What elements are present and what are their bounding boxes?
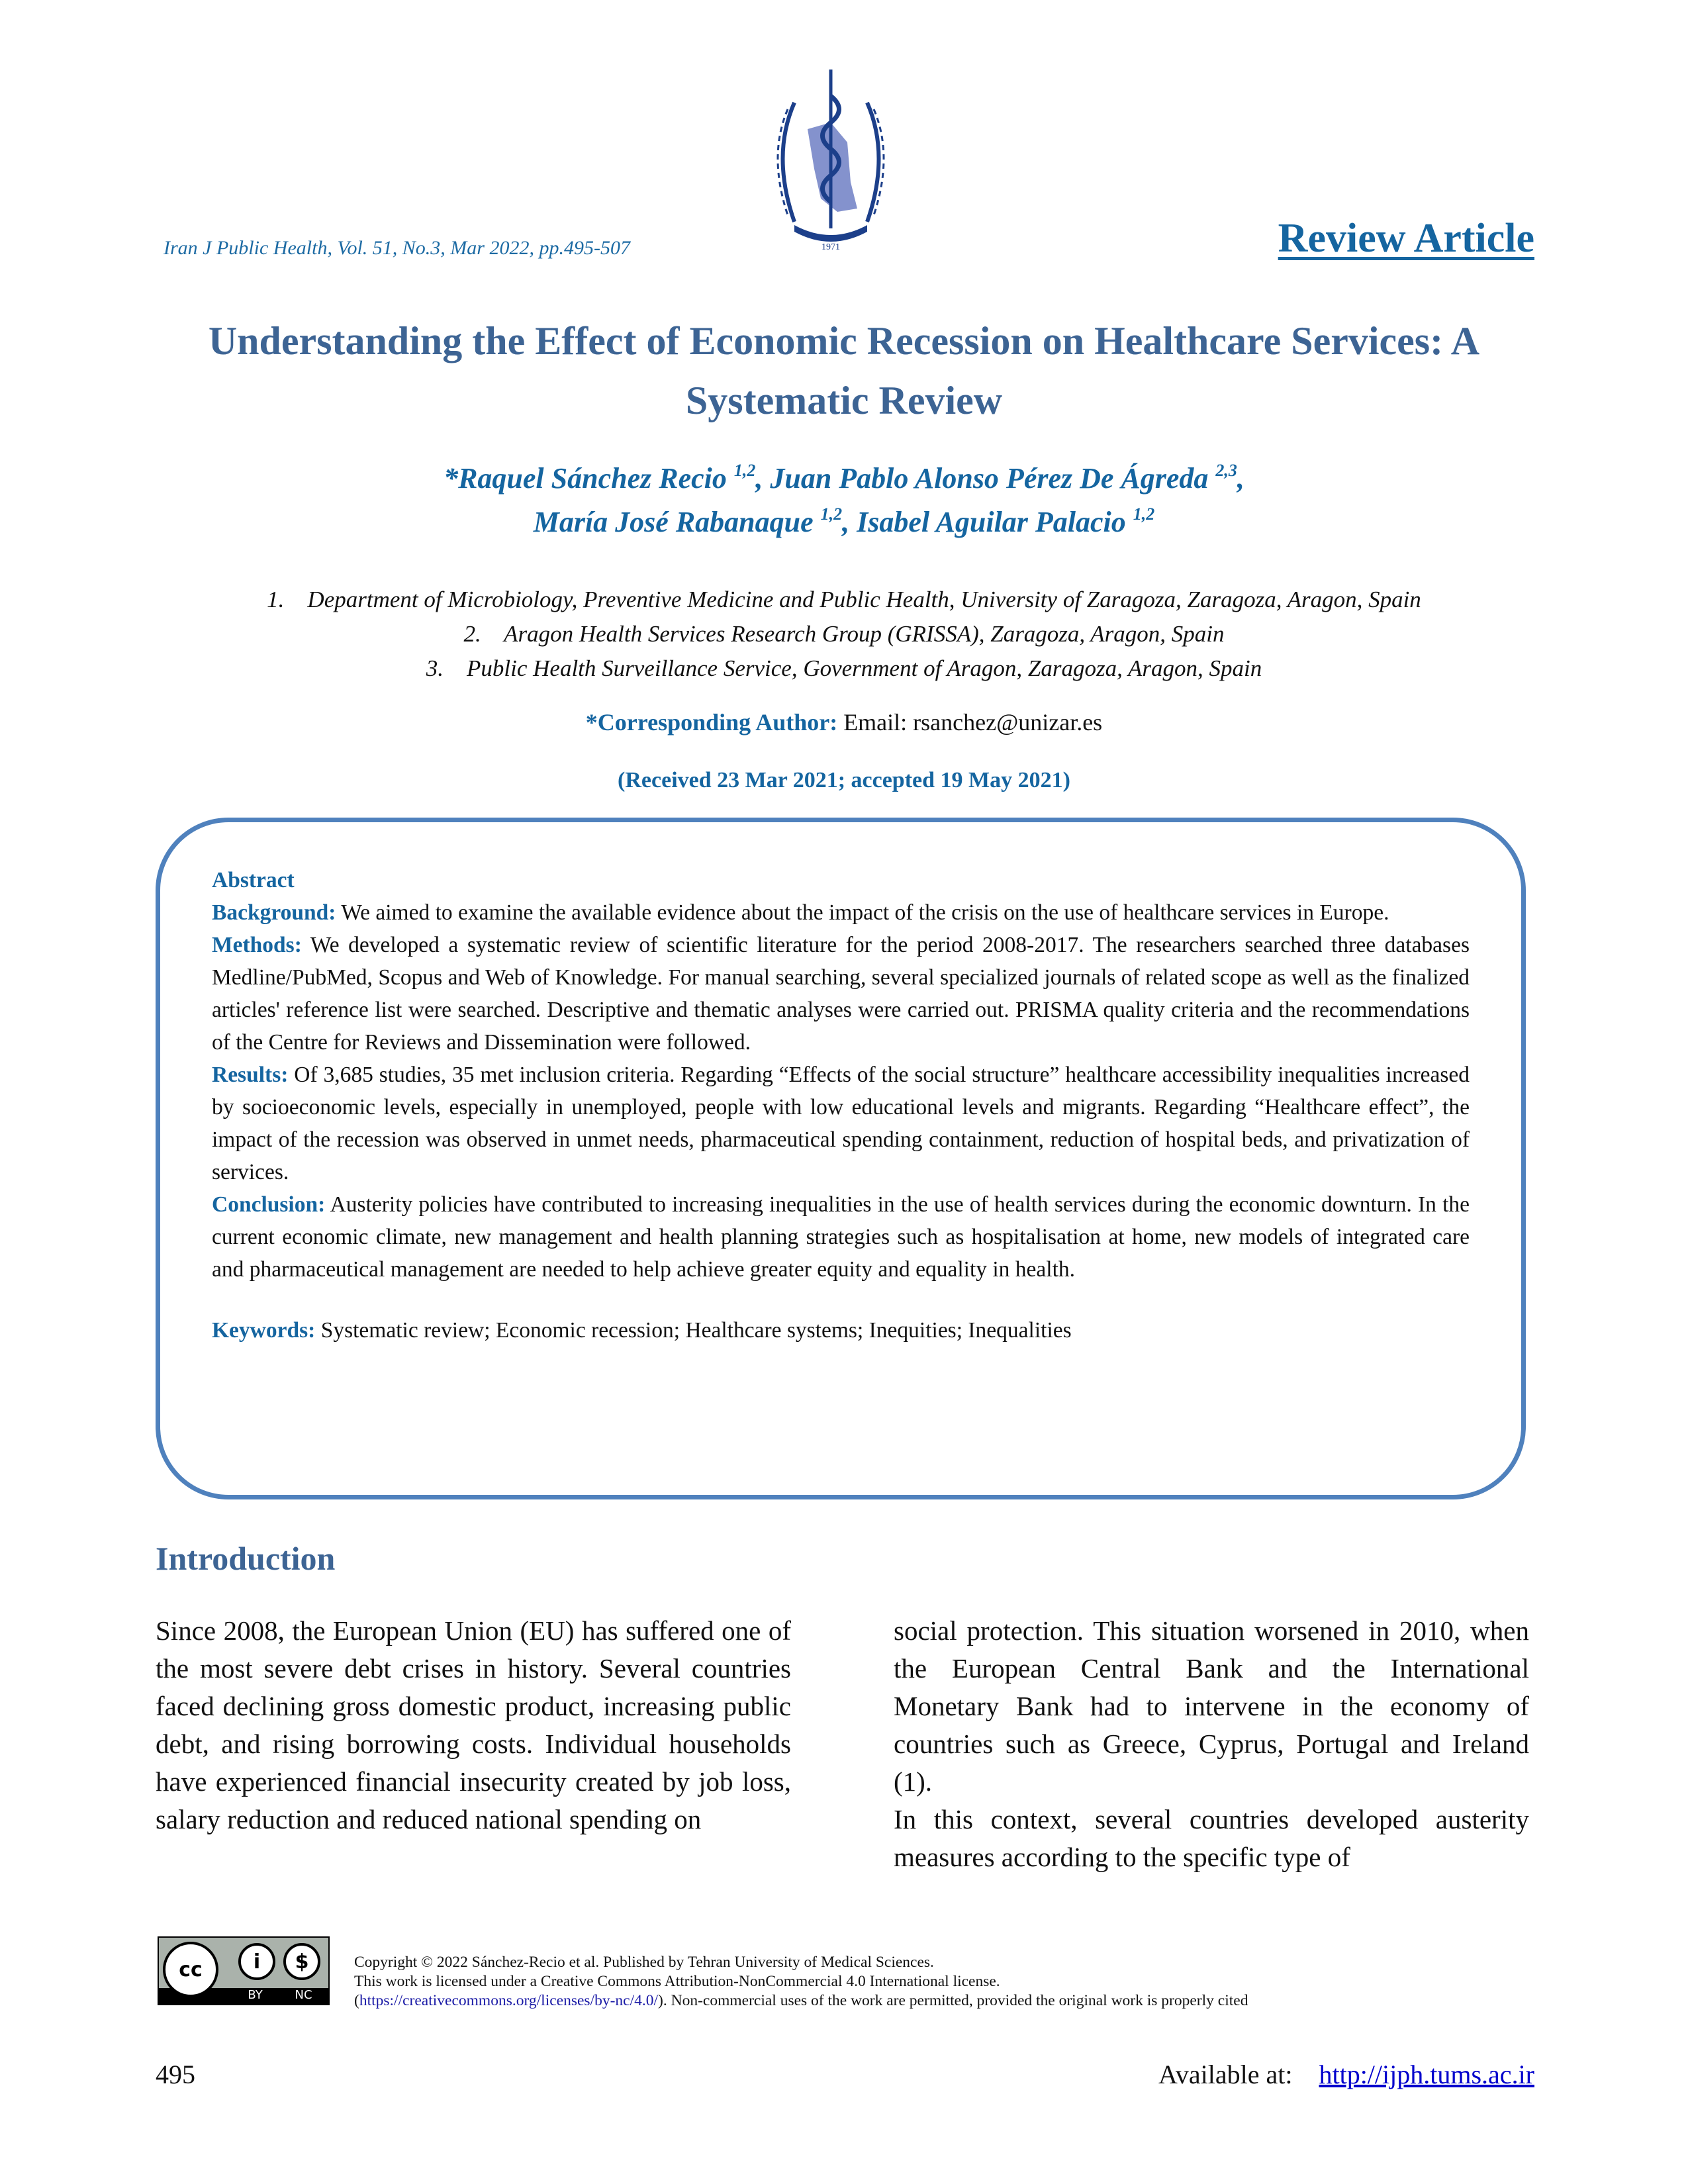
abstract-heading: Abstract — [212, 868, 295, 892]
creative-commons-by-nc-icon[interactable] — [158, 1936, 330, 2005]
corresponding-author-label: *Corresponding Author: — [585, 709, 838, 736]
body-paragraph: Since 2008, the European Union (EU) has suffered one of the most severe debt crises in history. Several countries faced declining gross domestic product, increasing public debt, and rising borrowing costs. Individual households have experienced financial insecurity created by job loss, salary reduction and reduced national spending on — [156, 1615, 791, 1834]
abstract-keywords: Keywords: Systematic review; Economic recession; Healthcare systems; Inequities; Inequalities — [212, 1318, 1072, 1343]
abstract-methods: Methods: We developed a systematic review of scientific literature for the period 2008-2017. The researchers searched three databases Medline/PubMed, Scopus and Web of Knowledge. For manual searching, several specialized journals of related scope as well as the finalized articles' reference list were searched. Descriptive and thematic analyses were carried out. PRISMA quality criteria and the recommendations of the Centre for Reviews and Dissemination were followed. — [212, 933, 1470, 1055]
author-affiliation-marker: 1,2 — [820, 504, 843, 524]
corresponding-author — [132, 708, 1556, 736]
article-type-badge: Review Article — [1278, 216, 1534, 261]
author-affiliation-marker: 1,2 — [733, 461, 756, 480]
affiliation-item: 1. Department of Microbiology, Preventive Medicine and Public Health, University of Zaragoza, Zaragoza, Aragon, Spain — [267, 587, 1421, 612]
abstract-conclusion: Conclusion: Austerity policies have contributed to increasing inequalities in the use of health services during the economic downturn. In the current economic climate, new management and health planning strategies such as hospitalisation at home, new models of integrated care and pharmaceutical management are needed to help achieve greater equity and equality in health. — [212, 1192, 1470, 1282]
affiliation-item: 3. Public Health Surveillance Service, Government of Aragon, Zaragoza, Aragon, Spain — [426, 655, 1262, 681]
author-name: María José Rabanaque — [533, 506, 814, 538]
introduction-right-column — [894, 1612, 1529, 1876]
abstract-content — [212, 864, 1470, 1347]
page-number: 495 — [156, 2060, 195, 2089]
author-list: *Raquel Sánchez Recio $^{1,2}$, Juan Pablo Alonso Pérez De Ágreda $^{2,3}$, María José Rabanaque $^{1,2}$, Isabel Aguilar Palacio $^{1,2}$ — [444, 461, 1244, 538]
corresponding-author-email: Email: rsanchez@unizar.es — [837, 709, 1103, 736]
attribution-icon: i — [238, 1943, 275, 1980]
cc-icon: cc — [163, 1942, 218, 1997]
body-paragraph: social protection. This situation worsened in 2010, when the European Central Bank and the International Monetary Bank had to intervene in the economy of countries such as Greece, Cyprus, Portugal and Ireland (1). — [894, 1615, 1529, 1797]
copyright-line: Copyright © 2022 Sánchez-Recio et al. Published by Tehran University of Medical Sciences. — [354, 1954, 934, 1971]
available-label: Available at: — [1158, 2060, 1293, 2089]
author-affiliation-marker: 1,2 — [1133, 504, 1155, 524]
article-title: Understanding the Effect of Economic Recession on Healthcare Services: A Systematic Review — [208, 319, 1480, 422]
journal-citation: Iran J Public Health, Vol. 51, No.3, Mar 2022, pp.495-507 — [164, 237, 630, 259]
license-link[interactable]: https://creativecommons.org/licenses/by-nc/4.0/ — [359, 1992, 659, 2009]
received-dates: (Received 23 Mar 2021; accepted 19 May 2021) — [618, 768, 1070, 792]
svg-text:1971: 1971 — [821, 242, 840, 252]
affiliation-list — [132, 583, 1556, 686]
abstract-background: Background: We aimed to examine the available evidence about the impact of the crisis on the use of healthcare services in Europe. — [212, 900, 1389, 925]
license-line: This work is licensed under a Creative Commons Attribution-NonCommercial 4.0 International license. — [354, 1973, 1000, 1990]
author-affiliation-marker: 2,3 — [1215, 461, 1237, 480]
author-name: Juan Pablo Alonso Pérez De Ágreda — [770, 462, 1209, 495]
noncommercial-icon: $ — [283, 1943, 320, 1980]
author-name: Isabel Aguilar Palacio — [857, 506, 1126, 538]
journal-emblem-icon — [768, 56, 894, 255]
by-label: BY — [248, 1988, 263, 2002]
affiliation-item: 2. Aragon Health Services Research Group (GRISSA), Zaragoza, Aragon, Spain — [463, 621, 1225, 647]
nc-label: NC — [295, 1988, 312, 2002]
introduction-left-column — [156, 1612, 791, 1838]
availability-notice — [1158, 2059, 1534, 2090]
introduction-heading: Introduction — [156, 1540, 336, 1577]
abstract-results: Results: Of 3,685 studies, 35 met inclusion criteria. Regarding “Effects of the social structure” healthcare accessibility inequalities increased by socioeconomic levels, especially in unemployed, people with low educational levels and migrants. Regarding “Healthcare effect”, the impact of the recession was observed in unmet needs, pharmaceutical spending containment, reduction of hospital beds, and privatization of services. — [212, 1063, 1470, 1184]
journal-url-link[interactable]: http://ijph.tums.ac.ir — [1319, 2060, 1534, 2089]
author-name: *Raquel Sánchez Recio — [444, 462, 727, 495]
body-paragraph: In this context, several countries developed austerity measures according to the specific type of — [894, 1804, 1529, 1872]
license-notice: Copyright © 2022 Sánchez-Recio et al. Published by Tehran University of Medical Sciences. This work is licensed under a Creative Commons Attribution-NonCommercial 4.0 International license. (https://creativecommons.org/licenses/by-nc/4.0/). Non-commercial uses of the work are permitted, provided the original work is properly cited — [354, 1954, 1248, 2009]
